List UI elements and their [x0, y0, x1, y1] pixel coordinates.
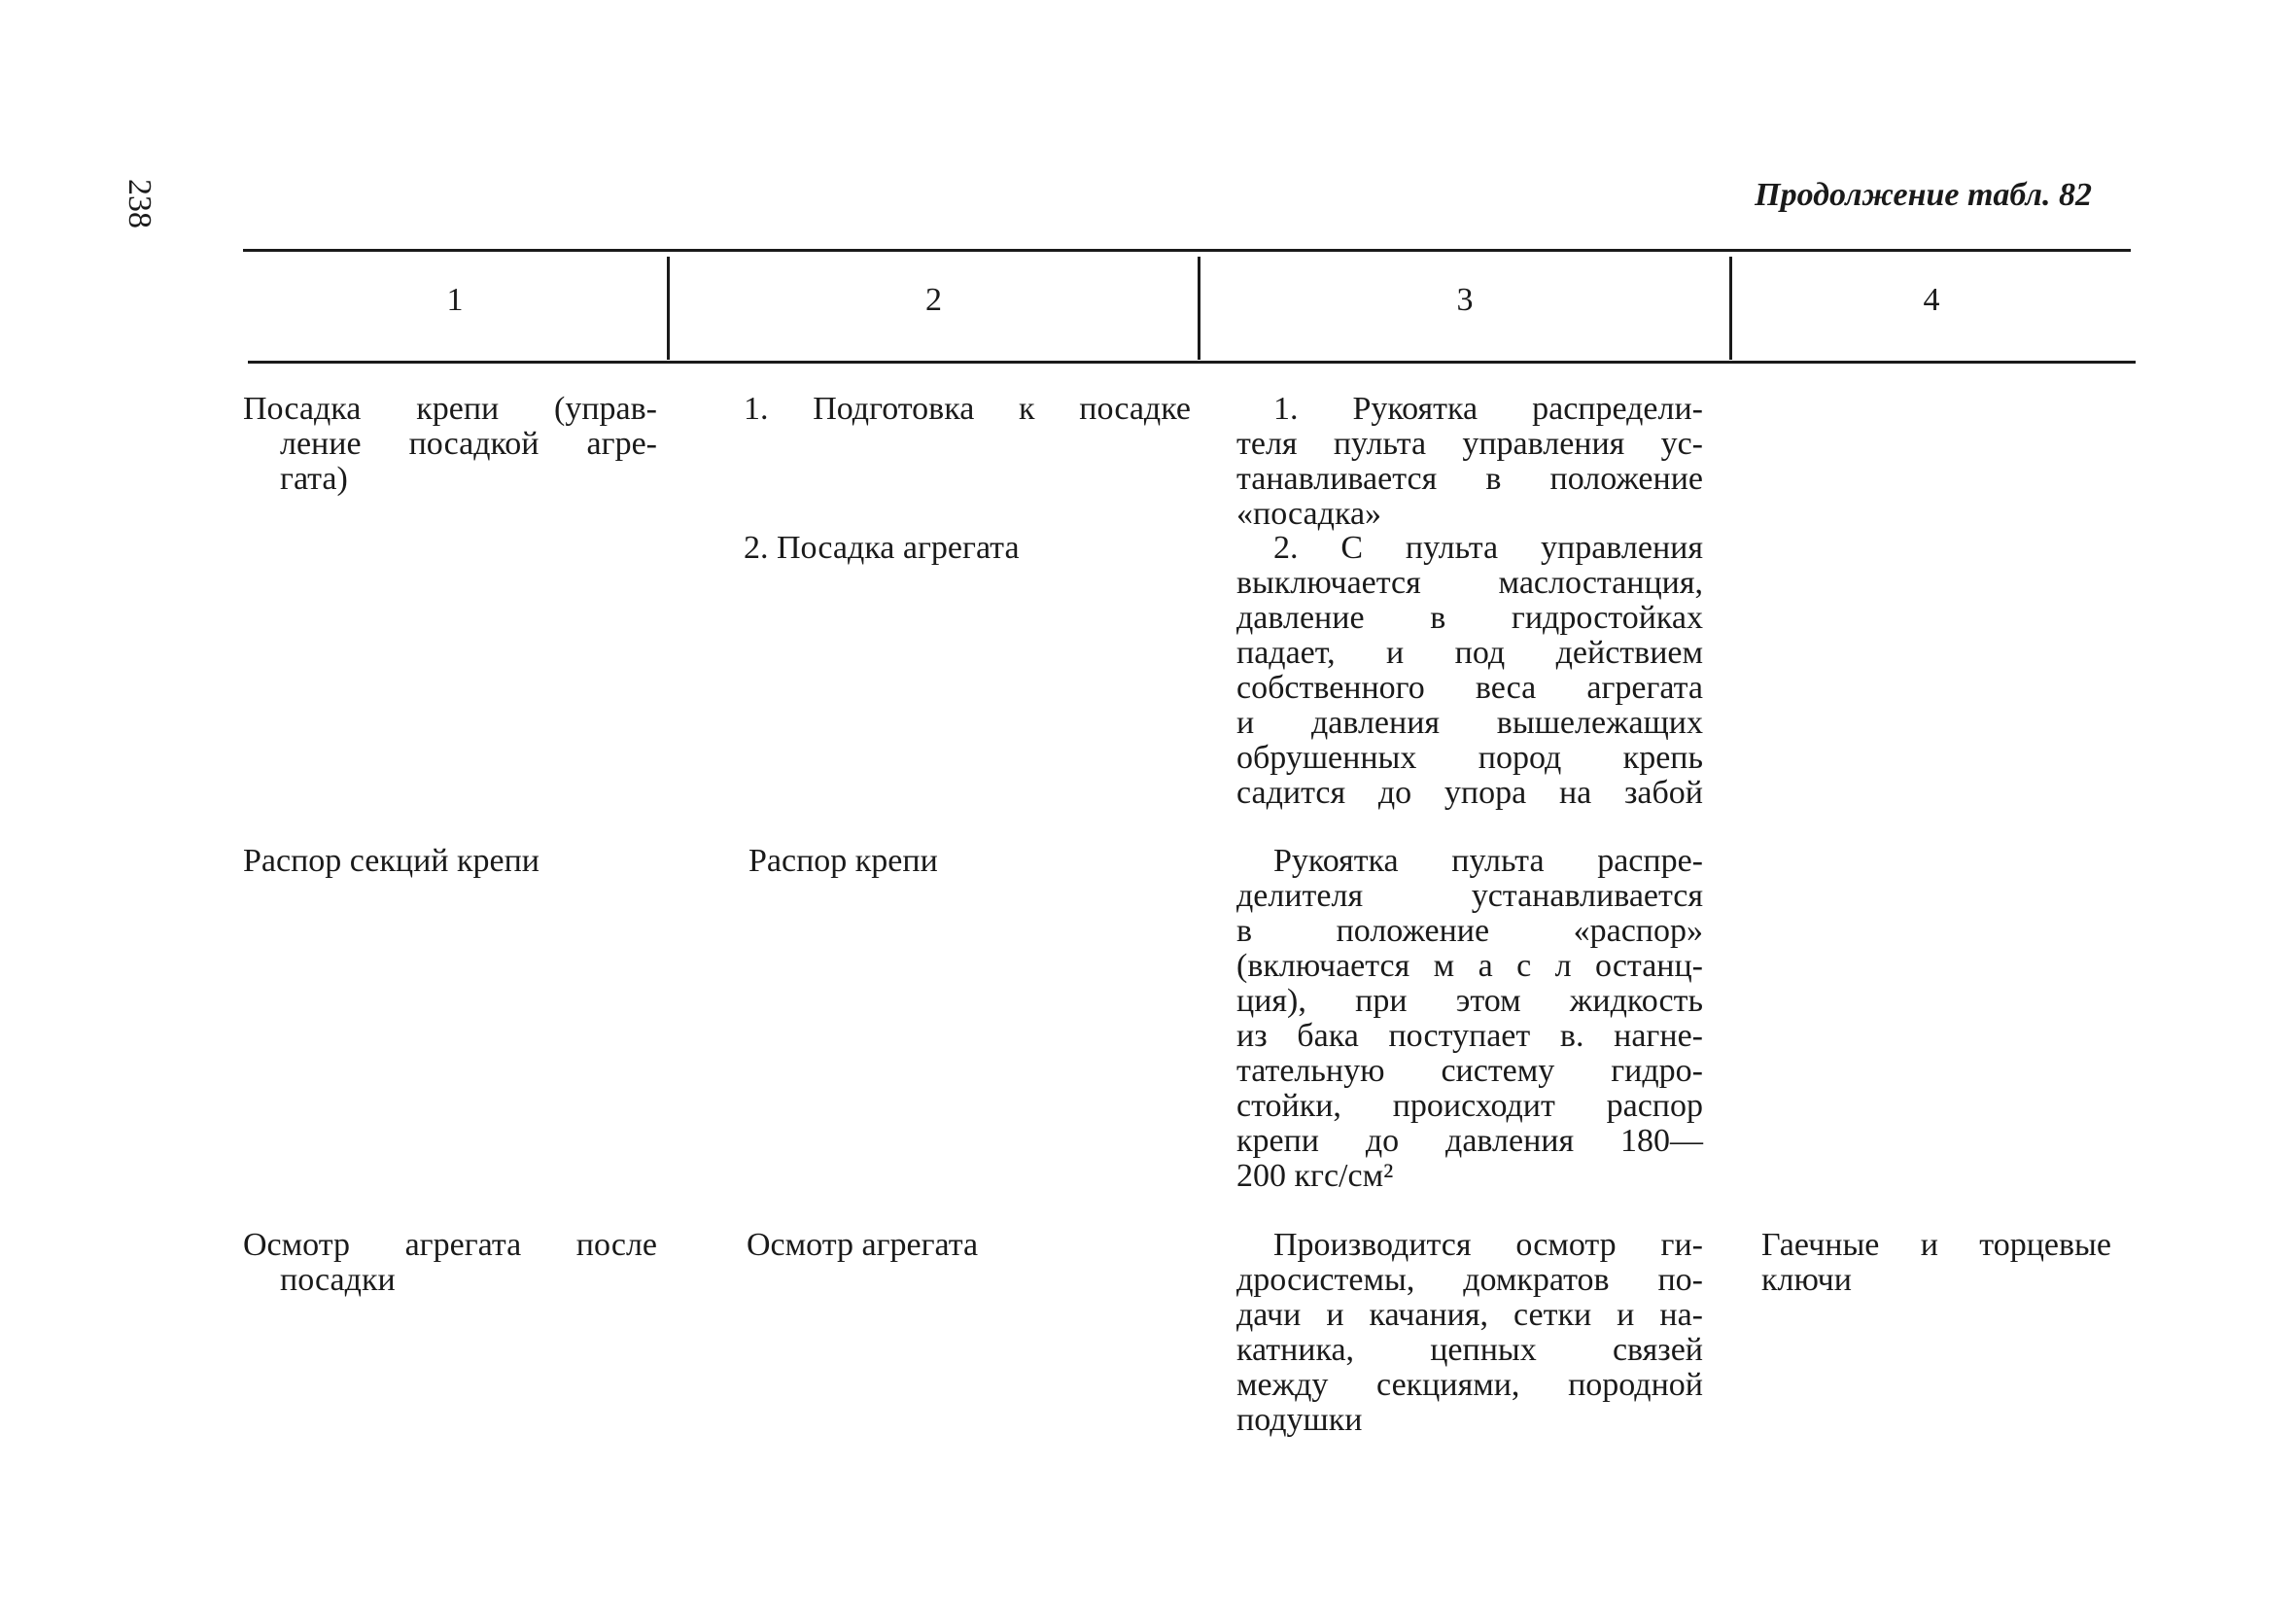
row2-col3-line: ция), при этом жидкость — [1236, 983, 1703, 1019]
row2-col2 — [748, 844, 1191, 879]
row3-col3 — [1236, 1228, 1703, 1438]
row1-col3-line: собственного веса агрегата — [1236, 670, 1703, 706]
row2-col1 — [243, 844, 657, 879]
row3-col2 — [747, 1228, 1189, 1263]
row1-col3-step2 — [1236, 531, 1703, 811]
row2-col3-line: делителя устанавливается — [1236, 878, 1703, 914]
row1-col1-line: Посадка крепи (управ- — [243, 391, 657, 427]
row3-col4-line: Гаечные и торцевые — [1761, 1227, 2111, 1263]
row1-col1-line: гата) — [280, 461, 348, 497]
row3-col3-line: подушки — [1236, 1402, 1363, 1438]
row1-col3-line: 1. Рукоятка распредели- — [1273, 391, 1703, 427]
row2-col3-line: стойки, происходит распор — [1236, 1088, 1703, 1124]
row2-col2-text: Распор крепи — [748, 843, 938, 879]
page-number: 238 — [122, 179, 157, 228]
row3-col4-line: ключи — [1761, 1262, 1852, 1298]
column-header-2: 2 — [925, 282, 942, 318]
row2-col3-line: в положение «распор» — [1236, 913, 1703, 949]
row1-col3-line: теля пульта управления ус- — [1236, 426, 1703, 462]
row1-col2-step2 — [744, 531, 1191, 566]
row1-col2-step1-text: 1. Подготовка к посадке — [744, 391, 1191, 427]
row1-col1-line: ление посадкой агре- — [280, 426, 657, 462]
row2-col3-line: 200 кгс/см² — [1236, 1158, 1394, 1194]
table-top-rule — [243, 249, 2131, 252]
row1-col3-line: и давления вышележащих — [1236, 705, 1703, 741]
row3-col2-text: Осмотр агрегата — [747, 1227, 979, 1263]
row1-col3-line: 2. С пульта управления — [1273, 530, 1703, 566]
row2-col3-line: (включается м а с л останц- — [1236, 948, 1703, 984]
row3-col1-line: посадки — [280, 1262, 396, 1298]
row3-col3-line: дачи и качания, сетки и на- — [1236, 1297, 1703, 1333]
table-caption: Продолжение табл. 82 — [1755, 177, 2092, 213]
row3-col3-line: между секциями, породной — [1236, 1367, 1703, 1403]
row3-col3-line: Производится осмотр ги- — [1273, 1227, 1703, 1263]
column-header-1: 1 — [446, 282, 464, 318]
row1-col3-step1 — [1236, 392, 1703, 532]
column-header-4: 4 — [1923, 282, 1940, 318]
row1-col3-line: садится до упора на забой — [1236, 775, 1703, 811]
row1-col1 — [243, 392, 657, 497]
row1-col2-step1 — [744, 392, 1191, 427]
row1-col3-line: обрушенных пород крепь — [1236, 740, 1703, 776]
row3-col3-line: дросистемы, домкратов по- — [1236, 1262, 1703, 1298]
row2-col3-line: Рукоятка пульта распре- — [1273, 843, 1703, 879]
row3-col1-line: Осмотр агрегата после — [243, 1227, 657, 1263]
row2-col3 — [1236, 844, 1703, 1194]
row3-col4 — [1761, 1228, 2111, 1298]
row1-col3-line: выключается маслостанция, — [1236, 565, 1703, 601]
row2-col3-line: тательную систему гидро- — [1236, 1053, 1703, 1089]
row1-col3-line: «посадка» — [1236, 496, 1382, 532]
row1-col3-line: падает, и под действием — [1236, 635, 1703, 671]
table-header-rule — [248, 361, 2136, 364]
row3-col3-line: катника, цепных связей — [1236, 1332, 1703, 1368]
row1-col3-line: танавливается в положение — [1236, 461, 1703, 497]
row2-col1-line: Распор секций крепи — [243, 843, 539, 879]
row2-col3-line: из бака поступает в. нагне- — [1236, 1018, 1703, 1054]
column-header-3: 3 — [1456, 282, 1474, 318]
row1-col3-line: давление в гидростойках — [1236, 600, 1703, 636]
row3-col1 — [243, 1228, 657, 1298]
row2-col3-line: крепи до давления 180— — [1236, 1123, 1703, 1159]
row1-col2-step2-text: 2. Посадка агрегата — [744, 530, 1020, 566]
